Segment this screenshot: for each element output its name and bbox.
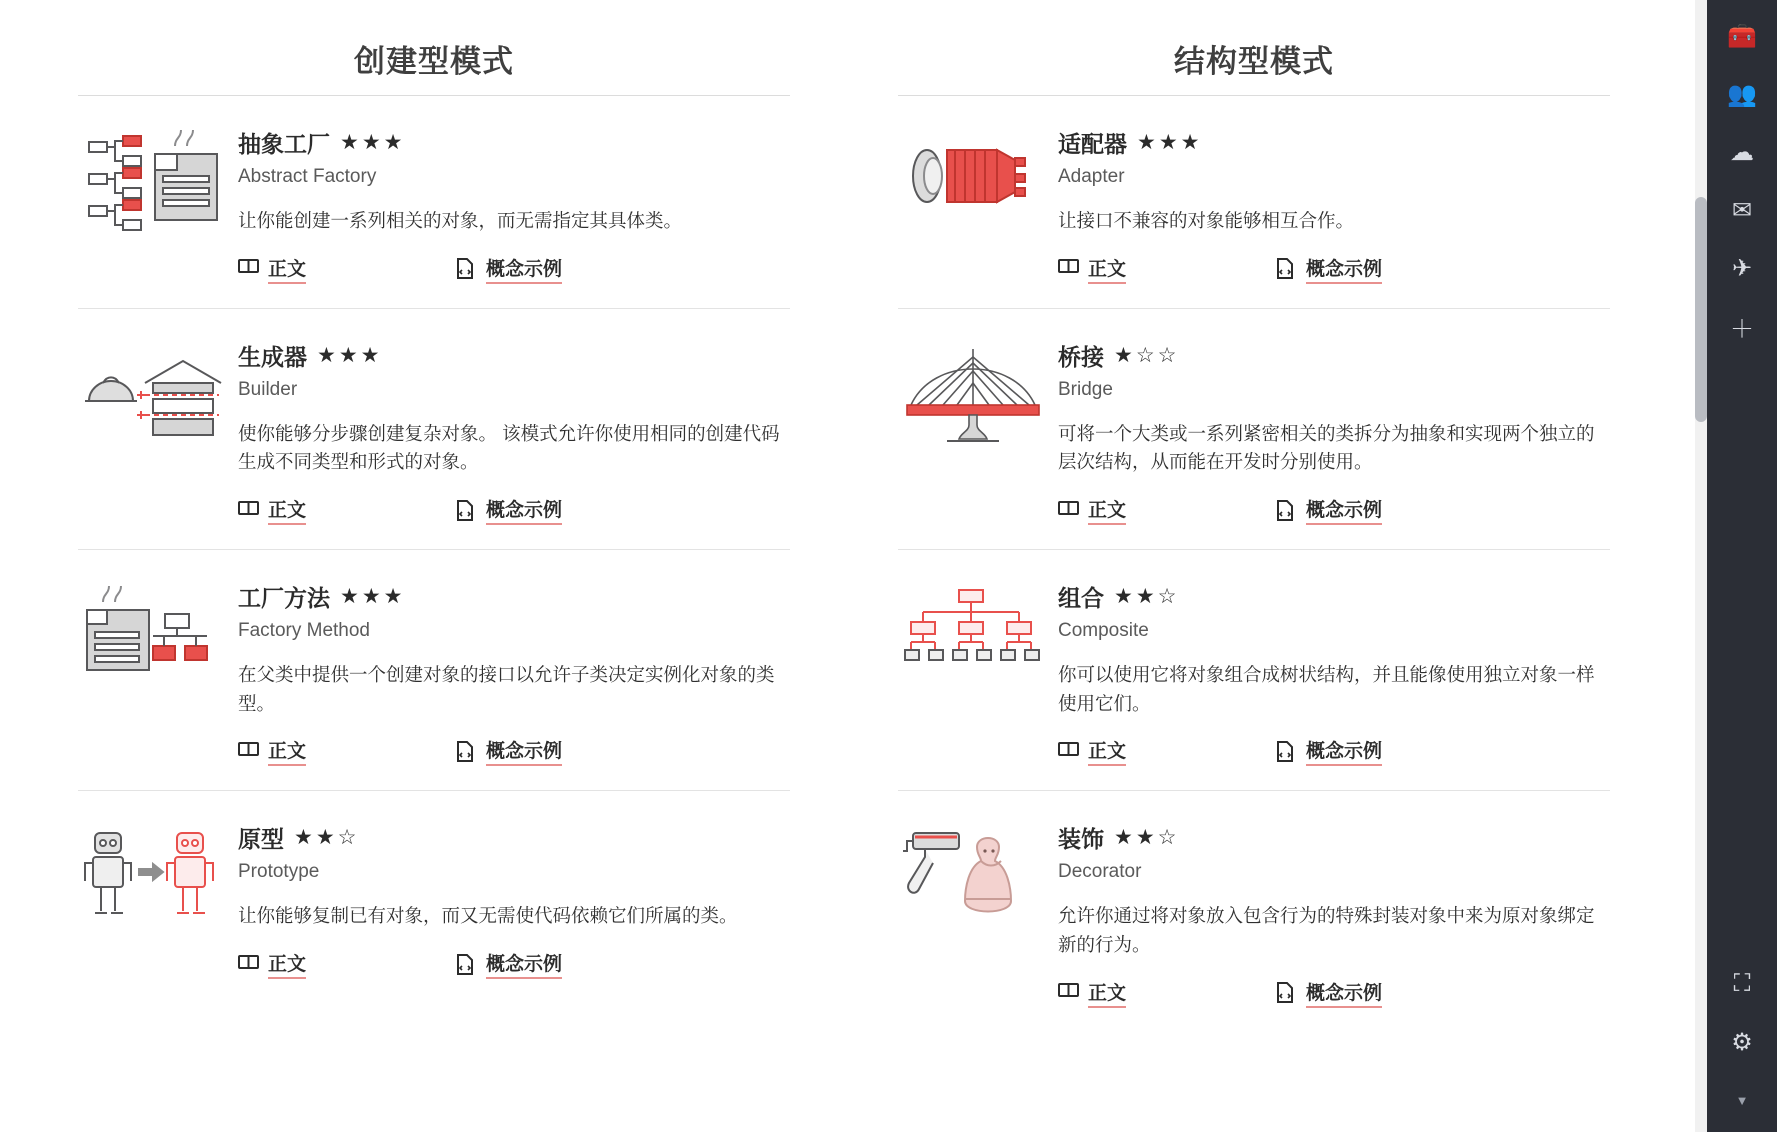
- outlook-icon[interactable]: ✉: [1731, 196, 1753, 224]
- pattern-title-row: [1058, 580, 1610, 613]
- main-article-label: 正文: [268, 736, 306, 766]
- book-icon: [1058, 741, 1079, 762]
- concept-example-label: 概念示例: [1306, 495, 1382, 525]
- pattern-title-row: [238, 339, 790, 372]
- concept-example-label: 概念示例: [486, 949, 562, 979]
- pattern-card: [78, 791, 790, 1003]
- main-article-link[interactable]: [238, 736, 306, 766]
- pattern-popularity-stars: ★★☆: [1114, 585, 1180, 609]
- bridge-icon: [898, 337, 1048, 447]
- main-article-label: 正文: [1088, 495, 1126, 525]
- concept-example-label: 概念示例: [1306, 978, 1382, 1008]
- pattern-card: [898, 96, 1610, 309]
- column-structural: [820, 0, 1640, 1032]
- factory-hierarchy-icon: [78, 124, 228, 234]
- robot-clone-icon: [78, 819, 228, 929]
- main-article-label: 正文: [268, 254, 306, 284]
- pattern-popularity-stars: ★★★: [340, 585, 406, 609]
- code-file-icon: [1276, 982, 1297, 1003]
- pattern-card: [78, 96, 790, 309]
- onedrive-icon[interactable]: ☁: [1730, 138, 1754, 166]
- pattern-popularity-stars: ★★☆: [1114, 826, 1180, 850]
- tree-structure-icon: [898, 578, 1048, 688]
- settings-icon[interactable]: ⚙: [1731, 1028, 1753, 1056]
- pattern-name-cn: 适配器: [1058, 131, 1127, 157]
- pattern-card: [898, 309, 1610, 550]
- pattern-description: 允许你通过将对象放入包含行为的特殊封装对象中来为原对象绑定新的行为。: [1058, 905, 1595, 956]
- code-file-icon: [1276, 741, 1297, 762]
- pattern-name-cn: 生成器: [238, 343, 307, 370]
- code-file-icon: [1276, 258, 1297, 279]
- concept-example-link[interactable]: [1276, 254, 1382, 284]
- code-file-icon: [456, 954, 477, 975]
- main-article-link[interactable]: [238, 495, 306, 525]
- browser-side-panel-rail: [1707, 0, 1777, 1132]
- pattern-name-en: Builder: [238, 378, 298, 400]
- pattern-body: [1058, 124, 1610, 284]
- pattern-body: [238, 124, 790, 284]
- book-icon: [238, 741, 259, 762]
- pattern-links: [1058, 495, 1610, 525]
- pattern-description: 让你能够复制已有对象，而又无需使代码依赖它们所属的类。: [238, 905, 738, 927]
- concept-example-link[interactable]: [456, 736, 562, 766]
- book-icon: [238, 500, 259, 521]
- code-file-icon: [1276, 500, 1297, 521]
- concept-example-label: 概念示例: [1306, 736, 1382, 766]
- pattern-title-row: [238, 580, 790, 613]
- pattern-card: [898, 550, 1610, 791]
- pattern-links: [238, 949, 790, 979]
- pattern-popularity-stars: ★☆☆: [1114, 343, 1180, 367]
- main-article-label: 正文: [1088, 978, 1126, 1008]
- main-article-link[interactable]: [1058, 254, 1126, 284]
- book-icon: [1058, 500, 1079, 521]
- pattern-links: [1058, 978, 1610, 1008]
- pattern-description: 可将一个大类或一系列紧密相关的类拆分为抽象和实现两个独立的层次结构，从而能在开发时分别使用。: [1058, 422, 1595, 473]
- concept-example-label: 概念示例: [486, 736, 562, 766]
- main-article-label: 正文: [1088, 736, 1126, 766]
- code-file-icon: [456, 741, 477, 762]
- collapse-rail-icon[interactable]: ▼: [1735, 1092, 1749, 1108]
- pattern-popularity-stars: ★★★: [1137, 131, 1203, 154]
- telegram-icon[interactable]: ✈: [1731, 254, 1753, 282]
- pattern-title-row: [238, 821, 790, 854]
- pattern-links: [238, 495, 790, 525]
- pattern-popularity-stars: ★★★: [317, 343, 383, 367]
- pattern-name-cn: 抽象工厂: [238, 131, 330, 157]
- pattern-popularity-stars: ★★★: [340, 131, 406, 154]
- pattern-name-cn: 原型: [238, 826, 284, 853]
- pattern-body: [1058, 819, 1610, 1007]
- column-title: 结构型模式: [1174, 44, 1334, 79]
- book-icon: [1058, 258, 1079, 279]
- toolbox-icon[interactable]: 🧰: [1727, 22, 1757, 50]
- pattern-name-en: Adapter: [1058, 166, 1125, 187]
- pattern-title-row: [1058, 126, 1610, 159]
- concept-example-link[interactable]: [456, 254, 562, 284]
- main-article-link[interactable]: [1058, 495, 1126, 525]
- pattern-description: 在父类中提供一个创建对象的接口以允许子类决定实例化对象的类型。: [238, 664, 775, 714]
- concept-example-link[interactable]: [1276, 736, 1382, 766]
- factory-icon: [78, 578, 228, 688]
- pattern-name-en: Abstract Factory: [238, 166, 377, 187]
- main-article-link[interactable]: [1058, 736, 1126, 766]
- helmet-house-icon: [78, 337, 228, 447]
- main-article-label: 正文: [268, 949, 306, 979]
- pattern-card: [78, 550, 790, 791]
- book-icon: [1058, 982, 1079, 1003]
- screenshot-icon[interactable]: ⛶: [1733, 970, 1751, 997]
- pattern-title-row: [1058, 339, 1610, 372]
- pattern-links: [1058, 736, 1610, 766]
- column-title: 创建型模式: [354, 44, 514, 79]
- book-icon: [238, 954, 259, 975]
- pattern-body: [1058, 578, 1610, 766]
- pattern-popularity-stars: ★★☆: [294, 826, 360, 850]
- column-creational: [0, 0, 820, 1032]
- pattern-body: [238, 337, 790, 525]
- pattern-links: [238, 736, 790, 766]
- contacts-icon[interactable]: 👥: [1727, 80, 1757, 108]
- code-file-icon: [456, 500, 477, 521]
- main-article-link[interactable]: [1058, 978, 1126, 1008]
- concept-example-link[interactable]: [1276, 495, 1382, 525]
- pattern-description: 让你能创建一系列相关的对象，而无需指定其具体类。: [238, 210, 683, 231]
- pattern-body: [238, 578, 790, 766]
- pattern-name-en: Factory Method: [238, 620, 370, 642]
- pattern-name-en: Decorator: [1058, 861, 1142, 883]
- concept-example-link[interactable]: [456, 949, 562, 979]
- adapter-plug-icon: [898, 124, 1048, 234]
- pattern-name-cn: 装饰: [1058, 826, 1104, 853]
- pattern-name-en: Bridge: [1058, 378, 1113, 400]
- pattern-links: [238, 254, 790, 284]
- pattern-body: [1058, 337, 1610, 525]
- page-scrollbar-track[interactable]: [1695, 0, 1707, 1132]
- main-article-label: 正文: [268, 495, 306, 525]
- paint-roller-doll-icon: [898, 819, 1048, 929]
- pattern-title-row: [238, 126, 790, 159]
- main-article-link[interactable]: [238, 254, 306, 284]
- main-article-link[interactable]: [238, 949, 306, 979]
- pattern-card: [78, 309, 790, 550]
- concept-example-label: 概念示例: [486, 254, 562, 284]
- concept-example-label: 概念示例: [1306, 254, 1382, 284]
- concept-example-link[interactable]: [1276, 978, 1382, 1008]
- pattern-name-cn: 组合: [1058, 585, 1104, 612]
- pattern-body: [238, 819, 790, 979]
- pattern-name-cn: 工厂方法: [238, 585, 330, 612]
- book-icon: [238, 258, 259, 279]
- pattern-title-row: [1058, 821, 1610, 854]
- pattern-description: 使你能够分步骤创建复杂对象。 该模式允许你使用相同的创建代码生成不同类型和形式的对象。: [238, 422, 780, 473]
- pattern-name-en: Prototype: [238, 861, 320, 883]
- main-article-label: 正文: [1088, 254, 1126, 284]
- pattern-name-en: Composite: [1058, 620, 1149, 642]
- pattern-description: 让接口不兼容的对象能够相互合作。: [1058, 210, 1355, 231]
- page-scrollbar-thumb[interactable]: [1695, 197, 1707, 422]
- concept-example-label: 概念示例: [486, 495, 562, 525]
- code-file-icon: [456, 258, 477, 279]
- add-app-icon[interactable]: ＋: [1730, 315, 1754, 343]
- concept-example-link[interactable]: [456, 495, 562, 525]
- pattern-card: [898, 791, 1610, 1031]
- pattern-name-cn: 桥接: [1058, 343, 1104, 370]
- pattern-links: [1058, 254, 1610, 284]
- pattern-description: 你可以使用它将对象组合成树状结构，并且能像使用独立对象一样使用它们。: [1058, 664, 1595, 714]
